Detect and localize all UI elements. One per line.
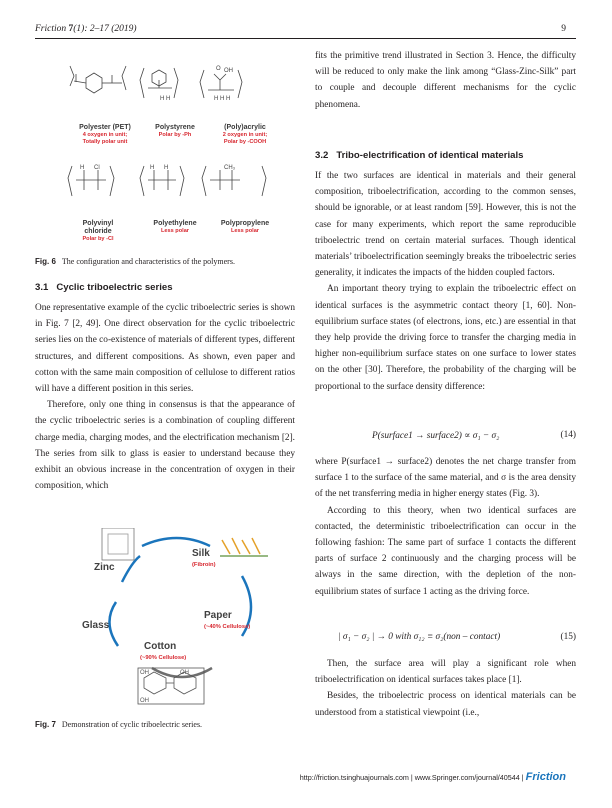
equation-14-number: (14) [560,430,576,440]
page-number: 9 [561,24,566,34]
equation-14: P(surface1 → surface2) ∝ σ₁ − σ₂ [372,431,500,441]
polymer-name-polystyrene: Polystyrene [155,124,195,131]
svg-text:H H: H H [160,96,171,102]
svg-text:OH: OH [140,670,149,676]
polymer-name-pet: Polyester (PET) [79,124,131,131]
paragraph: An important theory trying to explain the triboelectric effect on identical surfaces is the asymmetric contact theory [1, 60]. Non-equilibrium surface states (of electrons, ions, etc.) are essential in that they help provide the driving force to transfer the charging media in higher non-equilibrium surface states on one surface to lower states on the other [30]. Therefore, the probability of the charging will be proportional to the surface density difference: [315,284,576,392]
svg-text:OH: OH [224,68,233,74]
svg-text:OH: OH [140,698,149,704]
figure-7-caption [35,720,295,729]
footer-brand: Friction [525,771,566,783]
paragraph: Then, the surface area will play a significant role when triboelectrification on identical surfaces takes place [1]. [315,659,576,686]
header-rule [35,38,576,39]
right-column-text-2 [315,454,576,600]
page-footer [300,771,566,783]
label-cotton-sub: (~90% Cellulose) [140,655,187,661]
svg-text:H: H [80,165,85,171]
svg-text:O: O [216,66,221,72]
journal-volume: 7 [68,24,74,34]
polymer-note-polyacrylic-1: 2 oxygen in unit; [222,132,268,138]
label-paper-sub: (~40% Cellulose) [204,624,251,630]
figure-7-caption-text: Demonstration of cyclic triboelectric series. [61,720,203,729]
label-glass: Glass [82,620,110,631]
equation-15-number: (15) [560,632,576,642]
right-column-text [315,168,576,395]
svg-text:H H H: H H H [214,96,231,102]
polymer-name-polyacrylic: (Poly)acrylic [224,124,266,131]
paragraph: Therefore, only one thing in consensus is that the appearance of the cyclic triboelectric series is a combination of coupling different charge media, charging modes, and the electrification mechanism [2]. The series from silk to glass is easier to understand because they exhibit an obvious increase in the concentration of oxygen in their composition, which [35,400,295,492]
figure-6 [64,56,286,256]
paragraph: If the two surfaces are identical in materials and their general composition, triboelectrification, according to the common senses, should be ignorable, or at least random [59]. However, this is not the case for many experiments, which report the same reproducible triboelectric trend on certain material surfaces. Though identical materials’ triboelectrification seemingly breaks the triboelectric series generality, it indicates the impacts of the hidden coupled factors. [315,171,576,279]
equation-15: | σ₁ − σ₂ | → 0 with σ₁₂ ≡ σ₂(non – contact) [338,632,501,642]
figure-6-caption-text: The configuration and characteristics of the polymers. [61,257,235,266]
footer-links[interactable]: http://friction.tsinghuajournals.com | www.Springer.com/journal/40544 | [299,773,524,782]
paragraph: One representative example of the cyclic triboelectric series is shown in Fig. 7 [2, 49]. One direct observation for the cyclic triboelectric series lies on the co-existence of materials of different types, different structures, and different compositions. As shown, even paper and cotton with the same main composition of cellulose to different ratios will have a different position in this series. [35,303,295,395]
journal-name: Friction [35,24,67,34]
journal-issue: (1): 2–17 (2019) [73,24,137,34]
cyclic-series-graphic [82,528,272,708]
label-cotton: Cotton [144,641,177,652]
svg-text:Cl: Cl [94,165,100,171]
polymer-note-polyethylene: Less polar [161,228,189,234]
label-silk-sub: (Fibroin) [192,562,216,568]
section-3-2-heading: 3.2 Tribo-electrification of identical materials [315,150,524,161]
polymer-note-polystyrene: Polar by -Ph [158,132,192,138]
figure-7 [82,528,272,708]
polymer-name-pvc: Polyvinyl chloride [82,220,114,235]
polymer-note-pet-1: 4 oxygen in unit; [82,132,128,138]
left-column-text [35,300,295,494]
polymer-note-pet-2: Totally polar unit [82,139,128,145]
label-paper: Paper [204,610,232,621]
polymer-note-pvc: Polar by -Cl [82,236,114,242]
label-zinc: Zinc [94,562,115,573]
polymer-note-polypropylene: Less polar [231,228,259,234]
polymer-name-polyethylene: Polyethylene [153,220,197,227]
label-silk: Silk [192,548,210,559]
polymer-note-polyacrylic-2: Polar by -COOH [223,139,267,145]
paragraph: According to this theory, when two identical surfaces are contacted, the deterministic triboelectrification can occur in the following fashion: The same part of surface 1 contacts the different parts of surface 2 continuously and the charging process will be always in the same direction, with the depletion of the non-equilibrium states of surface 1 acting as the driving force. [315,505,576,597]
svg-text:H: H [164,165,169,171]
polymer-name-polypropylene: Polypropylene [220,220,270,227]
figure-6-label: Fig. 6 [35,257,56,266]
paragraph: fits the primitive trend illustrated in Section 3. Hence, the difficulty will be reduced to only make the link among “Glass-Zinc-Silk” part to couple and decouple different mechanisms for the cyclic phenomena. [315,51,576,110]
svg-text:CH₃: CH₃ [224,165,236,171]
right-column-text-3 [315,656,576,721]
svg-text:OH: OH [180,670,189,676]
paragraph: Besides, the triboelectric process on identical materials can be understood from a statistical viewpoint (i.e., [315,691,576,718]
figure-6-caption [35,257,295,266]
paragraph: where P(surface1 → surface2) denotes the net charge transfer from surface 1 to the surface of the same material, and σ is the area density of the net transferring media in higher energy states (Fig. 3). [315,457,576,500]
right-column-top [315,48,576,113]
figure-7-label: Fig. 7 [35,720,56,729]
running-header [35,24,137,34]
svg-text:H: H [150,165,155,171]
section-3-1-heading: 3.1 Cyclic triboelectric series [35,282,173,293]
